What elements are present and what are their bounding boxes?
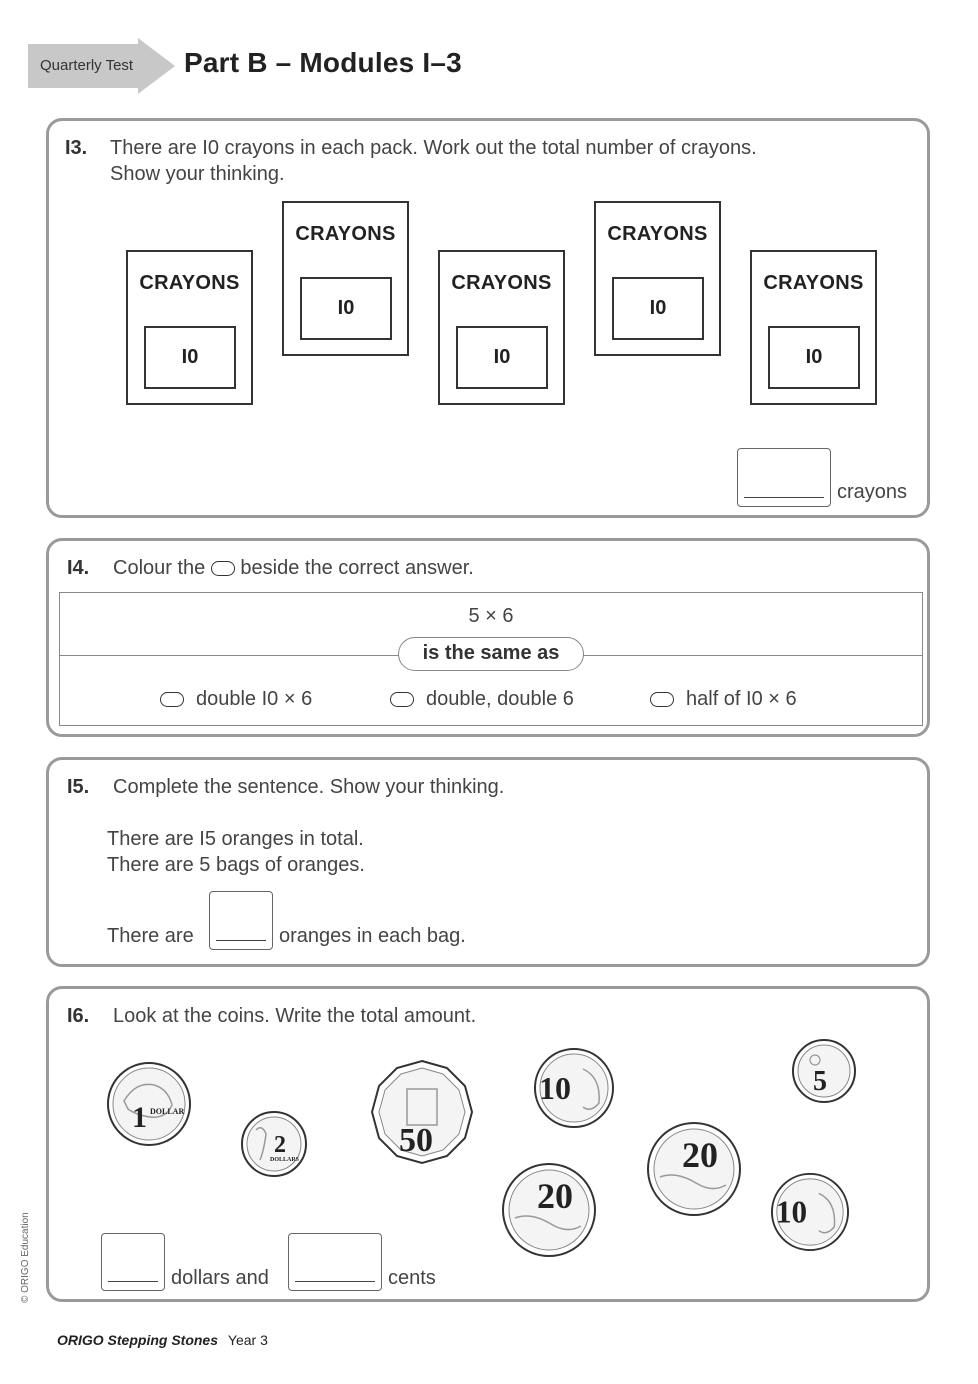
relation-pill: is the same as [398, 637, 584, 671]
statement-line2: There are 5 bags of oranges. [107, 854, 365, 876]
question-13-panel [46, 118, 930, 518]
coin-value: 20 [682, 1135, 718, 1175]
cents-answer-box[interactable] [288, 1233, 382, 1291]
crayon-pack [282, 201, 409, 356]
crayon-pack [594, 201, 721, 356]
footer [57, 1332, 268, 1348]
answer-line [744, 497, 824, 498]
coin-20-cents [501, 1162, 597, 1258]
page-title: Part B – Modules I–3 [184, 47, 462, 78]
crayon-pack [438, 250, 565, 405]
option-oval-icon[interactable] [650, 692, 674, 707]
crayon-pack [750, 250, 877, 405]
answer-line [108, 1281, 158, 1282]
coin-20-cents [646, 1121, 742, 1217]
pack-count: I0 [144, 326, 236, 389]
oranges-answer-box[interactable] [209, 891, 273, 950]
option-label: double I0 × 6 [196, 688, 313, 710]
coin-1-dollar [106, 1061, 192, 1147]
dollars-answer-box[interactable] [101, 1233, 165, 1291]
question-text [113, 555, 474, 581]
sentence-before: There are [107, 925, 194, 947]
pack-count: I0 [456, 326, 548, 389]
option-3[interactable] [650, 688, 797, 711]
coin-value: 50 [399, 1122, 433, 1159]
text-after: beside the correct answer. [240, 557, 474, 579]
question-number: I5. [67, 776, 90, 798]
cents-label: cents [388, 1267, 436, 1289]
pack-count: I0 [300, 277, 392, 340]
coin-50-cents [369, 1059, 475, 1165]
option-1[interactable] [160, 688, 312, 711]
pack-count: I0 [768, 326, 860, 389]
option-2[interactable] [390, 688, 574, 711]
question-text: Complete the sentence. Show your thinking. [113, 776, 505, 798]
pack-label: CRAYONS [451, 272, 552, 294]
coin-sub: DOLLAR [150, 1107, 185, 1116]
statement-line1: There are I5 oranges in total. [107, 828, 364, 850]
copyright: © ORIGO Education [20, 1212, 31, 1303]
question-number: I3. [65, 137, 88, 159]
coin-10-cents [533, 1047, 615, 1129]
footer-brand: ORIGO Stepping Stones [57, 1332, 219, 1348]
question-number: I6. [67, 1005, 90, 1027]
coin-sub: DOLLARS [270, 1157, 300, 1163]
crayons-answer-box[interactable] [737, 448, 831, 507]
pack-label: CRAYONS [295, 223, 396, 245]
pack-label: CRAYONS [763, 272, 864, 294]
question-number: I4. [67, 557, 90, 579]
question-text-line2: Show your thinking. [110, 163, 285, 185]
answer-unit: crayons [837, 481, 908, 503]
answer-table [59, 592, 923, 726]
coin-value: 1 [132, 1101, 147, 1134]
pack-label: CRAYONS [607, 223, 708, 245]
quarterly-test-tag [28, 38, 175, 94]
coin-value: 2 [274, 1132, 286, 1158]
option-label: half of I0 × 6 [686, 688, 797, 710]
question-14-panel [46, 538, 930, 737]
answer-line [216, 940, 266, 941]
question-16-panel [46, 986, 930, 1302]
question-text-line1: There are I0 crayons in each pack. Work out the total number of crayons. [110, 137, 757, 159]
expression: 5 × 6 [468, 605, 514, 627]
option-label: double, double 6 [426, 688, 574, 710]
tag-label: Quarterly Test [40, 57, 134, 74]
text-before: Colour the [113, 557, 206, 579]
crayon-pack [126, 250, 253, 405]
pack-label: CRAYONS [139, 272, 240, 294]
coin-value: 10 [539, 1070, 571, 1106]
coin-value: 5 [813, 1066, 827, 1097]
coin-value: 10 [775, 1194, 808, 1230]
oval-icon [211, 561, 235, 576]
footer-year: Year 3 [227, 1332, 268, 1348]
dollars-label: dollars and [171, 1267, 269, 1289]
coin-5-cents [791, 1038, 857, 1104]
coin-10-cents [770, 1172, 850, 1252]
question-15-panel [46, 757, 930, 967]
option-oval-icon[interactable] [390, 692, 414, 707]
coin-2-dollars [240, 1110, 308, 1178]
coin-value: 20 [537, 1176, 573, 1216]
answer-line [295, 1281, 375, 1282]
sentence-after: oranges in each bag. [279, 925, 466, 947]
option-oval-icon[interactable] [160, 692, 184, 707]
pack-count: I0 [612, 277, 704, 340]
question-text: Look at the coins. Write the total amount. [113, 1005, 477, 1027]
